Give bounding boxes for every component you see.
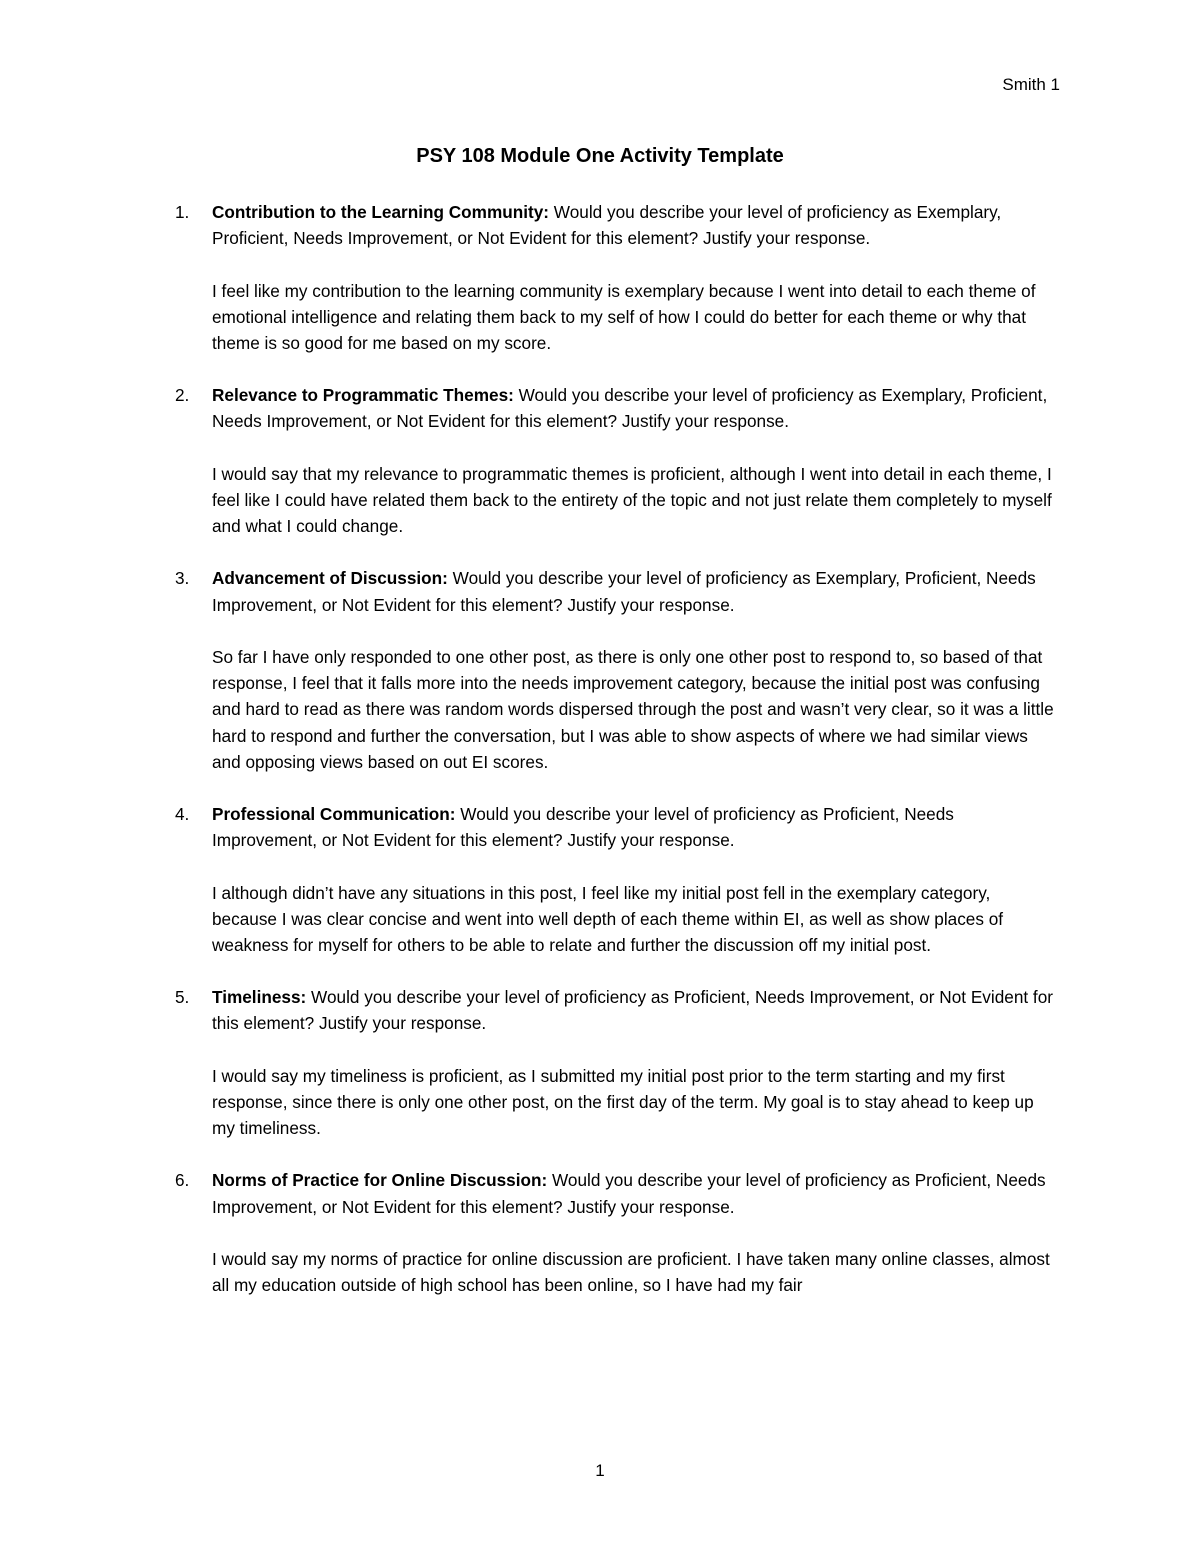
item-question: Would you describe your level of proficiency as Exemplary, Proficient, Needs Improvement, or Not Evident for this element? Justify your response. <box>212 202 1002 249</box>
page-number: 1 <box>595 1461 605 1480</box>
numbered-list <box>0 199 1200 1324</box>
item-question: Would you describe your level of proficiency as Proficient, Needs Improvement, or Not Evident for this element? Justify your response. <box>212 1170 1046 1217</box>
item-body <box>212 382 1060 539</box>
item-question: Would you describe your level of proficiency as Exemplary, Proficient, Needs Improvement, or Not Evident for this element? Justify your response. <box>212 568 1036 615</box>
item-label: Professional Communication: <box>212 804 456 825</box>
item-label: Norms of Practice for Online Discussion: <box>212 1170 548 1191</box>
item-body <box>212 199 1060 356</box>
item-number: 6. <box>175 1170 190 1191</box>
item-answer: I would say my timeliness is proficient, as I submitted my initial post prior to the term starting and my first response, since there is only one other post, on the first day of the term. My goal is to stay ahead to keep up my timeliness. <box>212 1065 1034 1139</box>
item-number: 2. <box>175 385 190 406</box>
item-answer: I would say my norms of practice for online discussion are proficient. I have taken many online classes, almost all my education outside of high school has been online, so I have had my fair <box>212 1249 1050 1296</box>
list-item <box>0 199 1200 356</box>
item-number: 1. <box>175 202 190 222</box>
item-answer: I would say that my relevance to programmatic themes is proficient, although I went into detail in each theme, I feel like I could have related them back to the entirety of the topic and not just relate them completely to myself and what I could change. <box>212 463 1052 537</box>
item-prompt <box>212 382 1060 434</box>
list-item <box>0 565 1200 775</box>
item-label: Contribution to the Learning Community: <box>212 202 550 222</box>
list-item <box>0 1167 1200 1298</box>
item-question: Would you describe your level of proficiency as Exemplary, Proficient, Needs Improvement, or Not Evident for this element? Justify your response. <box>212 385 1048 432</box>
item-prompt <box>212 984 1060 1036</box>
document-title: PSY 108 Module One Activity Template <box>416 145 784 167</box>
item-body <box>212 565 1060 775</box>
running-head: Smith 1 <box>1002 75 1060 94</box>
item-prompt <box>212 565 1060 617</box>
item-body <box>212 1167 1060 1298</box>
list-item <box>0 382 1200 539</box>
item-body <box>212 801 1060 958</box>
item-prompt <box>212 1167 1060 1219</box>
item-answer: I although didn’t have any situations in this post, I feel like my initial post fell in the exemplary category, because I was clear concise and went into well depth of each theme within EI, as well as show places of weakness for myself for others to be able to relate and further the discussion off my initial post. <box>212 882 1004 956</box>
item-question: Would you describe your level of proficiency as Proficient, Needs Improvement, or Not Evident for this element? Justify your response. <box>212 804 954 851</box>
item-number: 3. <box>175 568 190 589</box>
list-item <box>0 984 1200 1141</box>
item-body <box>212 984 1060 1141</box>
item-prompt <box>212 199 1060 251</box>
item-prompt <box>212 801 1060 853</box>
item-label: Timeliness: <box>212 987 307 1008</box>
item-answer: I feel like my contribution to the learning community is exemplary because I went into detail to each theme of emotional intelligence and relating them back to my self of how I could do better for each theme or why that theme is so good for me based on my score. <box>212 280 1036 353</box>
list-item <box>0 801 1200 958</box>
item-label: Advancement of Discussion: <box>212 568 448 589</box>
item-number: 5. <box>175 987 190 1008</box>
item-answer: So far I have only responded to one other post, as there is only one other post to respond to, so based of that response, I feel that it falls more into the needs improvement category, because the initial post was confusing and hard to read as there was random words dispersed through the post and wasn’t very clear, so it was a little hard to respond and further the conversation, but I was able to show aspects of where we had similar views and opposing views based on out EI scores. <box>212 647 1054 772</box>
item-question: Would you describe your level of proficiency as Proficient, Needs Improvement, or Not Evident for this element? Justify your response. <box>212 987 1053 1034</box>
item-number: 4. <box>175 804 190 825</box>
item-label: Relevance to Programmatic Themes: <box>212 385 514 406</box>
